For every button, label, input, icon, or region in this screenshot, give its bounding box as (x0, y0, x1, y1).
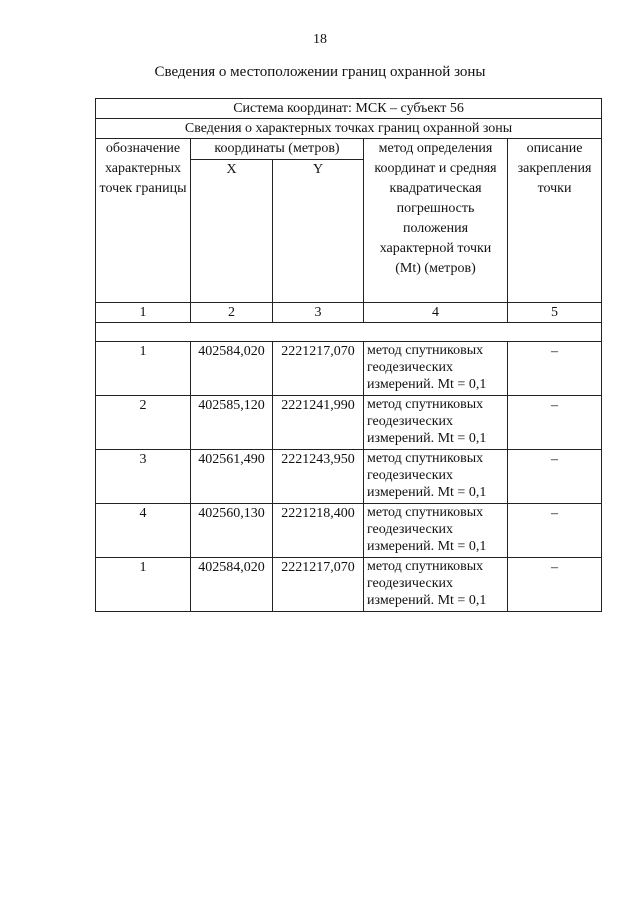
table-row (96, 450, 602, 504)
fixing-description-cell: – (508, 558, 602, 612)
section-title-row (96, 119, 602, 139)
method-cell (364, 450, 508, 504)
table-row (96, 504, 602, 558)
boundary-points-table (95, 98, 602, 612)
fixing-description-cell: – (508, 396, 602, 450)
method-line: измерений. Mt = 0,1 (367, 593, 487, 608)
method-cell (364, 558, 508, 612)
fixing-description-cell: – (508, 450, 602, 504)
method-cell (364, 504, 508, 558)
x-coordinate-cell: 402584,020 (191, 558, 273, 612)
y-coordinate-cell: 2221241,990 (273, 396, 364, 450)
point-designation-cell: 1 (96, 558, 191, 612)
coordinate-system-cell: Система координат: МСК – субъект 56 (96, 99, 602, 119)
x-coordinate-cell: 402584,020 (191, 342, 273, 396)
method-line: геодезических (367, 576, 454, 591)
method-line: геодезических (367, 414, 454, 429)
section-title-cell: Сведения о характерных точках границ охранной зоны (96, 119, 602, 139)
coordinate-system-row (96, 99, 602, 119)
column-numbers-row (96, 303, 602, 323)
point-designation-cell: 2 (96, 396, 191, 450)
column-number: 1 (96, 303, 191, 323)
method-line: геодезических (367, 468, 454, 483)
method-line: геодезических (367, 522, 454, 537)
point-designation-cell: 4 (96, 504, 191, 558)
column-number: 4 (364, 303, 508, 323)
header-y: Y (273, 160, 364, 303)
empty-cell (96, 323, 602, 342)
column-number: 5 (508, 303, 602, 323)
page-number: 18 (313, 32, 327, 47)
header-point-designation: обозначение характерных точек границы (96, 139, 191, 303)
y-coordinate-cell: 2221218,400 (273, 504, 364, 558)
column-number: 2 (191, 303, 273, 323)
header-coordinates-group: координаты (метров) (191, 139, 364, 160)
x-coordinate-cell: 402585,120 (191, 396, 273, 450)
header-x: X (191, 160, 273, 303)
y-coordinate-cell: 2221217,070 (273, 558, 364, 612)
table-row (96, 342, 602, 396)
method-line: метод спутниковых (367, 451, 484, 466)
empty-separator-row (96, 323, 602, 342)
method-line: геодезических (367, 360, 454, 375)
y-coordinate-cell: 2221217,070 (273, 342, 364, 396)
method-line: измерений. Mt = 0,1 (367, 431, 487, 446)
table-row (96, 558, 602, 612)
method-line: метод спутниковых (367, 397, 484, 412)
method-line: метод спутниковых (367, 559, 484, 574)
method-cell (364, 396, 508, 450)
method-line: метод спутниковых (367, 343, 484, 358)
method-line: измерений. Mt = 0,1 (367, 539, 487, 554)
header-fixing-description: описание закрепления точки (508, 139, 602, 303)
x-coordinate-cell: 402561,490 (191, 450, 273, 504)
x-coordinate-cell: 402560,130 (191, 504, 273, 558)
point-designation-cell: 1 (96, 342, 191, 396)
point-designation-cell: 3 (96, 450, 191, 504)
method-cell (364, 342, 508, 396)
y-coordinate-cell: 2221243,950 (273, 450, 364, 504)
header-method: метод определения координат и средняя квадратическая погрешность положения характерной точки (Mt) (метров) (364, 139, 508, 303)
document-title: Сведения о местоположении границ охранной зоны (154, 64, 486, 80)
table-row (96, 396, 602, 450)
fixing-description-cell: – (508, 504, 602, 558)
method-line: измерений. Mt = 0,1 (367, 377, 487, 392)
method-line: измерений. Mt = 0,1 (367, 485, 487, 500)
header-row-top (96, 139, 602, 160)
column-number: 3 (273, 303, 364, 323)
fixing-description-cell: – (508, 342, 602, 396)
method-line: метод спутниковых (367, 505, 484, 520)
